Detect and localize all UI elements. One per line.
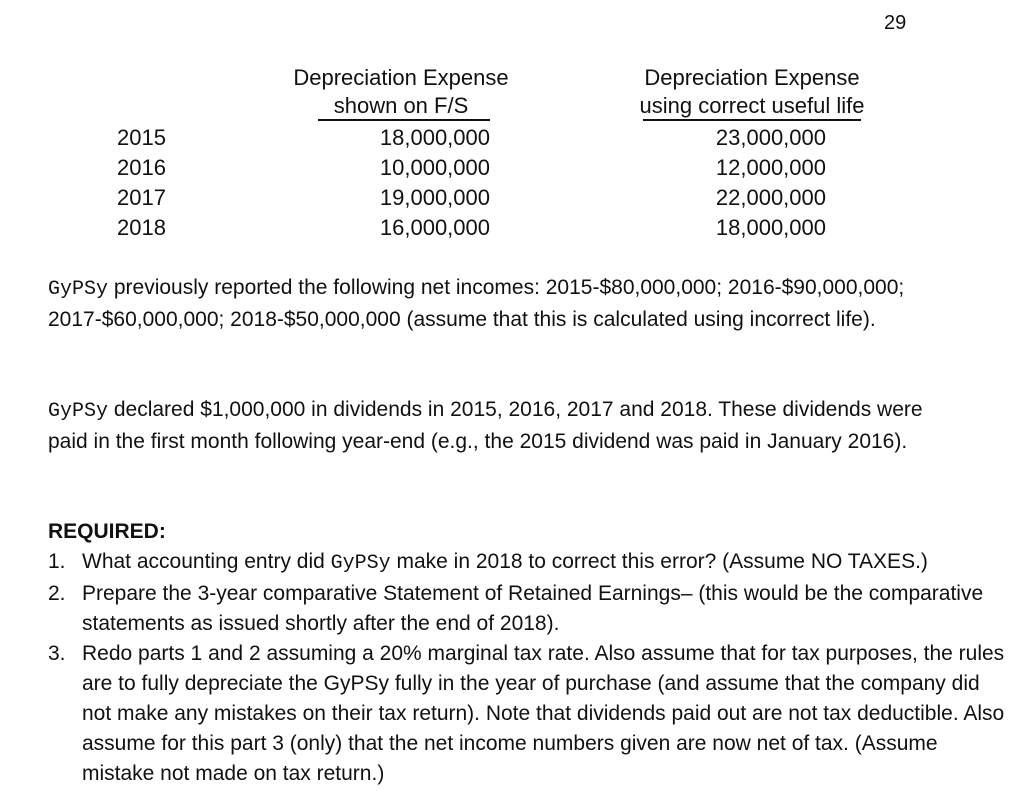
required-heading: REQUIRED: [48,520,166,543]
row-correct-value: 12,000,000 [715,155,826,180]
table-row [0,213,1024,243]
header-fs [286,64,516,120]
required-list [48,547,1008,789]
row-fs-value: 16,000,000 [379,215,490,240]
company-name: GyPSy [330,552,391,575]
header-correct-underline [643,119,861,121]
header-correct-line2: using correct useful life [639,93,865,118]
required-item-number: 2. [48,582,66,605]
table-row [0,183,1024,213]
row-year: 2015 [117,125,166,150]
header-correct [632,64,872,120]
row-year: 2017 [117,185,166,210]
required-item-number: 1. [48,550,66,573]
row-year: 2018 [117,215,166,240]
header-fs-underline [318,119,490,121]
dividends-text: declared $1,000,000 in dividends in 2015, 2016, 2017 and 2018. These dividends were paid in the first month following year-end (e.g., the 2015 dividend was paid in January 2016). [48,398,923,453]
required-item [48,547,1008,579]
net-income-text: previously reported the following net incomes: 2015-$80,000,000; 2016-$90,000,000; 2017-$60,000,000; 2018-$50,000,000 (assume that this is calculated using incorrect life). [48,276,905,331]
header-fs-line1: Depreciation Expense [293,65,509,90]
company-name: GyPSy [48,400,109,423]
dividends-paragraph [48,395,928,457]
required-item-text: make in 2018 to correct this error? (Assume NO TAXES.) [390,550,928,573]
row-fs-value: 10,000,000 [379,155,490,180]
net-income-paragraph [48,273,928,335]
required-item [48,639,1008,789]
table-row [0,123,1024,153]
row-correct-value: 22,000,000 [715,185,826,210]
required-item-text: What accounting entry did [82,550,331,573]
row-correct-value: 18,000,000 [715,215,826,240]
company-name: GyPSy [48,278,109,301]
table-body [0,123,1024,243]
table-row [0,153,1024,183]
required-item-text: Prepare the 3-year comparative Statement of Retained Earnings– (this would be the comparative statements as issued shortly after the end of 2018). [82,582,984,635]
row-fs-value: 18,000,000 [379,125,490,150]
row-correct-value: 23,000,000 [715,125,826,150]
row-year: 2016 [117,155,166,180]
header-fs-line2: shown on F/S [333,93,469,118]
depreciation-table [0,64,1024,244]
header-correct-line1: Depreciation Expense [644,65,860,90]
required-item-text: Redo parts 1 and 2 assuming a 20% marginal tax rate. Also assume that for tax purposes, the rules are to fully depreciate the GyPSy fully in the year of purchase (and assume that the company did not make any mistakes on their tax return). Note that dividends paid out are not tax deductible. Also assume for this part 3 (only) that the net income numbers given are now net of tax. (Assume mistake not made on tax return.) [82,642,1005,785]
required-item-number: 3. [48,642,66,665]
required-item [48,579,1008,639]
row-fs-value: 19,000,000 [379,185,490,210]
page-number: 29 [884,12,907,34]
